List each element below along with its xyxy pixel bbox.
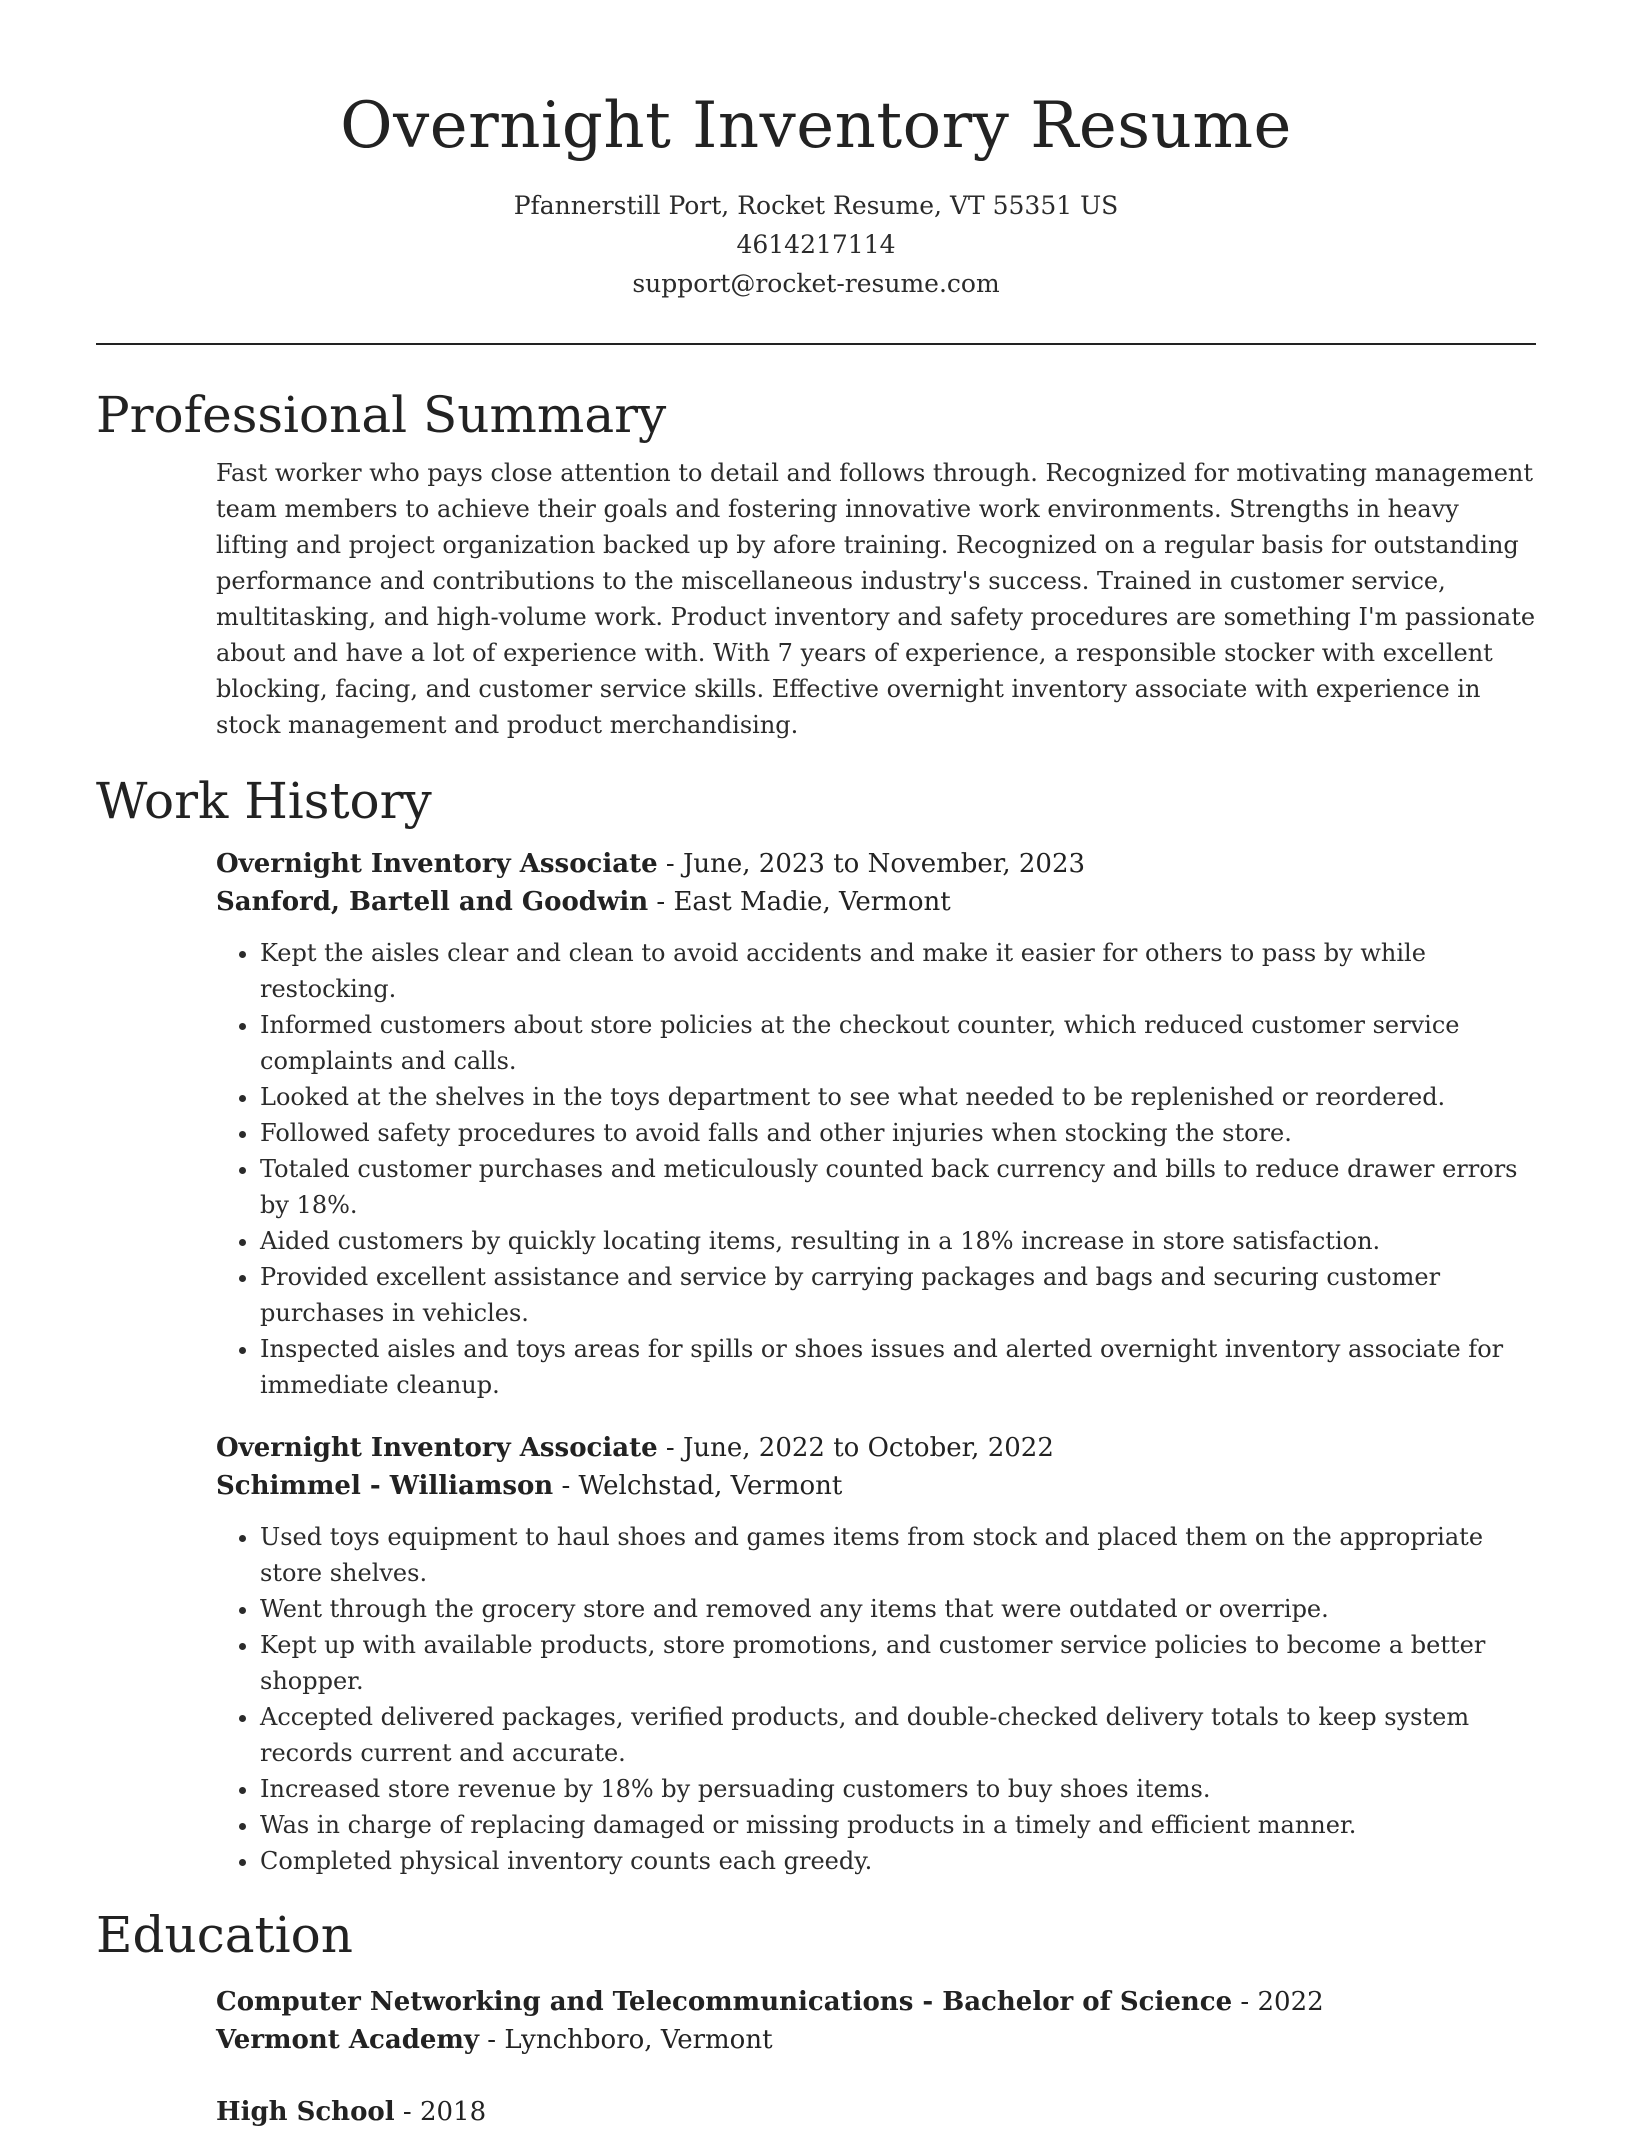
job-company-line (216, 883, 1536, 921)
email: support@rocket-resume.com (632, 269, 1000, 298)
duty-item: • Kept the aisles clear and clean to avoid accidents and make it easier for others to pass by while restocking. (260, 935, 1536, 1007)
duty-item: • Provided excellent assistance and service by carrying packages and bags and securing customer purchases in vehicles. (260, 1259, 1536, 1331)
duty-item: • Looked at the shelves in the toys department to see what needed to be replenished or reordered. (260, 1079, 1536, 1115)
job-location: - East Madie, Vermont (648, 887, 951, 917)
duty-item: • Inspected aisles and toys areas for spills or shoes issues and alerted overnight inventory associate for immediate cleanup. (260, 1331, 1536, 1403)
job-entry (216, 845, 1536, 1403)
duty-item: • Totaled customer purchases and meticulously counted back currency and bills to reduce drawer errors by 18%. (260, 1151, 1536, 1223)
degree-year: - 2022 (1232, 1987, 1324, 2017)
duty-item: • Followed safety procedures to avoid falls and other injuries when stocking the store. (260, 1115, 1536, 1151)
job-company: Sanford, Bartell and Goodwin (216, 887, 649, 917)
section-heading: Work History (96, 772, 432, 830)
duty-item: • Increased store revenue by 18% by persuading customers to buy shoes items. (260, 1771, 1536, 1807)
section-heading: Education (96, 1906, 353, 1964)
jobs-list (216, 845, 1536, 1879)
school-line (216, 2021, 1536, 2059)
duty-item: • Went through the grocery store and removed any items that were outdated or overripe. (260, 1591, 1536, 1627)
degree-program: Computer Networking and Telecommunications - Bachelor of Science (216, 1987, 1233, 2017)
job-dates: - June, 2023 to November, 2023 (657, 849, 1086, 879)
contact-info (96, 186, 1536, 303)
education-entry (216, 1983, 1536, 2059)
job-duties (216, 935, 1536, 1403)
resume-page (96, 0, 1536, 2131)
duty-item: • Kept up with available products, store promotions, and customer service policies to become a better shopper. (260, 1627, 1536, 1699)
duty-item: • Informed customers about store policies at the checkout counter, which reduced customer service complaints and calls. (260, 1007, 1536, 1079)
phone: 4614217114 (736, 230, 896, 259)
header-divider (96, 343, 1536, 345)
school-name: Vermont Academy (216, 2025, 480, 2055)
job-title-line (216, 1429, 1536, 1467)
job-location: - Welchstad, Vermont (553, 1471, 843, 1501)
job-dates: - June, 2022 to October, 2022 (657, 1433, 1054, 1463)
duty-item: • Completed physical inventory counts each greedy. (260, 1843, 1536, 1879)
degree-line (216, 2093, 1536, 2131)
degree-line (216, 1983, 1536, 2021)
degree-year: - 2018 (394, 2097, 487, 2127)
duty-item: • Accepted delivered packages, verified products, and double-checked delivery totals to keep system records current and accurate. (260, 1699, 1536, 1771)
job-duties (216, 1519, 1536, 1879)
job-role: Overnight Inventory Associate (216, 849, 658, 879)
education-entry (216, 2093, 1536, 2131)
job-role: Overnight Inventory Associate (216, 1433, 658, 1463)
job-company-line (216, 1467, 1536, 1505)
work-history-section (96, 771, 1536, 1879)
summary-paragraph: Fast worker who pays close attention to detail and follows through. Recognized for motivating management team members to achieve their goals and fostering innovative work environments. Strengths in heavy lifting and project organization backed up by afore training. Recognized on a regular basis for outstanding performance and contributions to the miscellaneous industry's success. Trained in customer service, multitasking, and high-volume work. Product inventory and safety procedures are something I'm passionate about and have a lot of experience with. With 7 years of experience, a responsible stocker with excellent blocking, facing, and customer service skills. Effective overnight inventory associate with experience in stock management and product merchandising. (216, 459, 1536, 739)
duty-item: • Used toys equipment to haul shoes and games items from stock and placed them on the appropriate store shelves. (260, 1519, 1536, 1591)
professional-summary-section (96, 385, 1536, 743)
section-heading: Professional Summary (96, 386, 667, 444)
address: Pfannerstill Port, Rocket Resume, VT 55351 US (513, 191, 1119, 220)
degree-program: High School (216, 2097, 395, 2127)
duty-item: • Was in charge of replacing damaged or missing products in a timely and efficient manner. (260, 1807, 1536, 1843)
resume-header (96, 0, 1536, 303)
education-section (96, 1905, 1536, 2131)
job-company: Schimmel - Williamson (216, 1471, 554, 1501)
job-entry (216, 1429, 1536, 1879)
duty-item: • Aided customers by quickly locating items, resulting in a 18% increase in store satisfaction. (260, 1223, 1536, 1259)
education-list (216, 1983, 1536, 2131)
job-title-line (216, 845, 1536, 883)
school-location: - Lynchboro, Vermont (479, 2025, 773, 2055)
resume-title: Overnight Inventory Resume (340, 89, 1292, 163)
